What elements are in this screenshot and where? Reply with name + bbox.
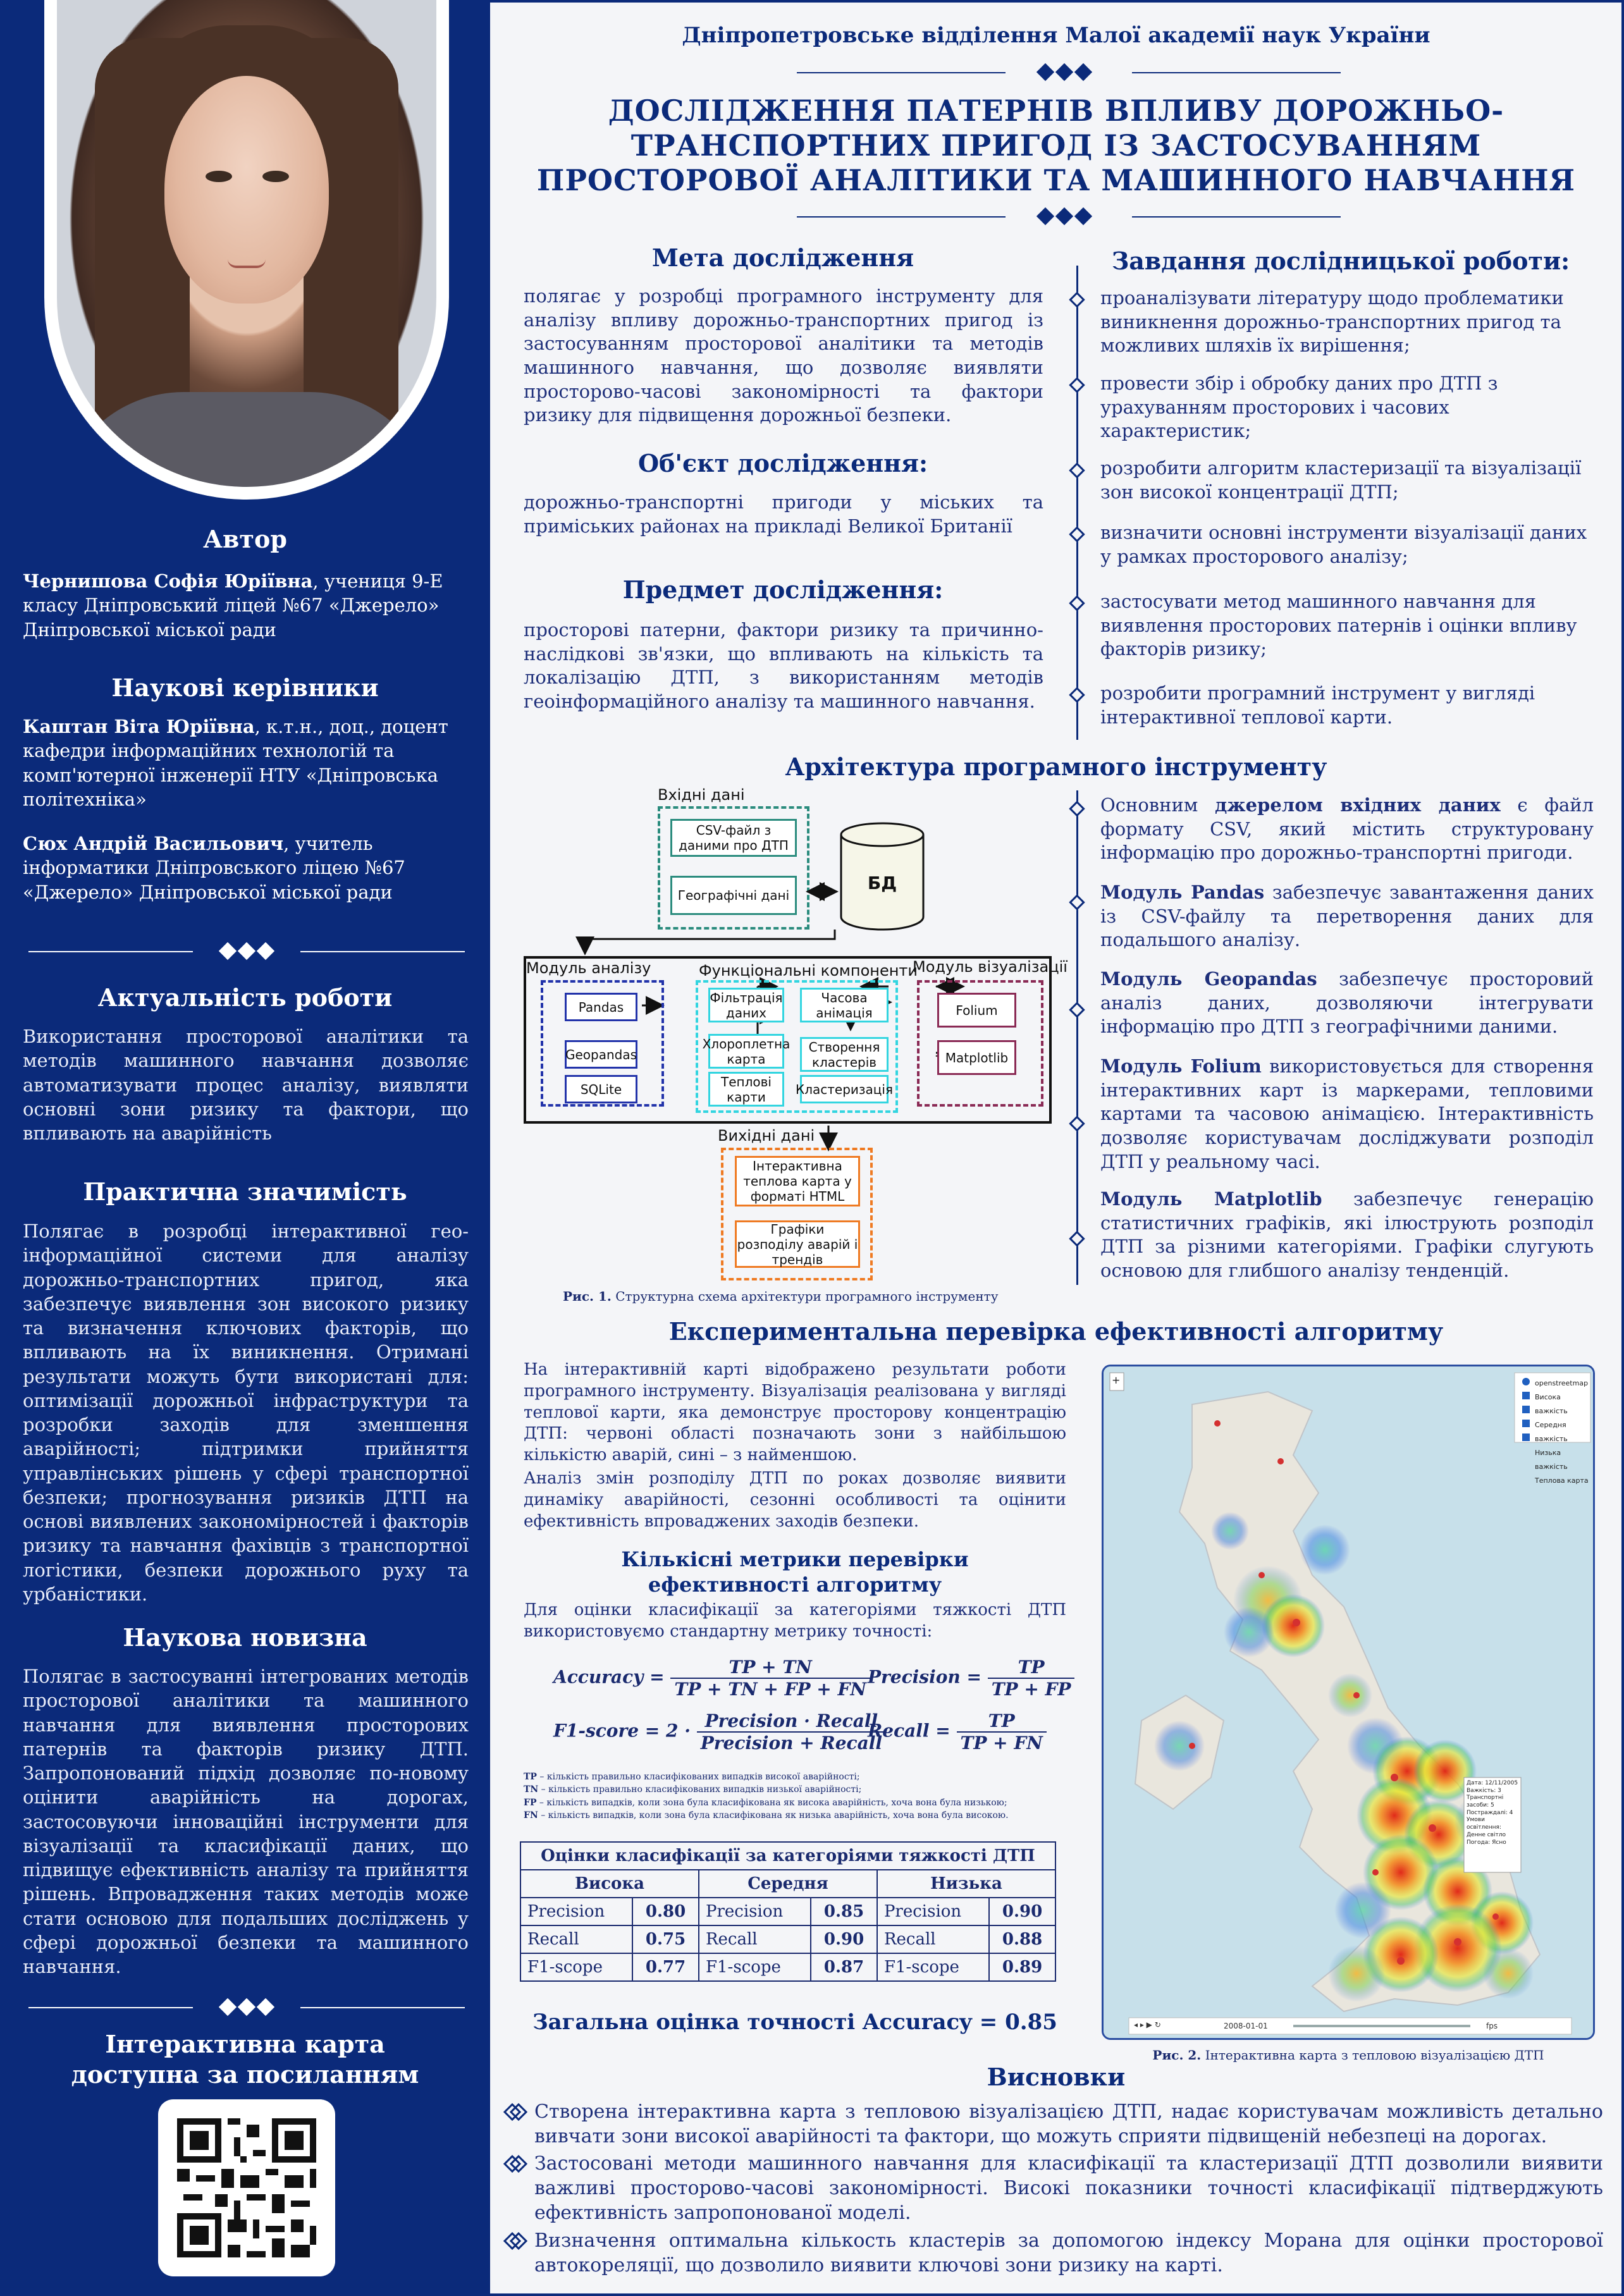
figure-2-caption-text: Інтерактивна карта з тепловою візуалізацією ДТП xyxy=(1201,2047,1544,2063)
table-cell: 0.85 xyxy=(811,1898,877,1925)
map-layer-control[interactable] xyxy=(1535,1377,1593,1488)
sidebar-divider-2 xyxy=(28,1998,465,2017)
metrics-heading-2: ефективності алгоритму xyxy=(648,1573,942,1597)
arch-desc-4 xyxy=(1100,1055,1594,1174)
author-desc-1: , учениця 9-Е xyxy=(312,570,443,592)
author-heading: Автор xyxy=(203,525,287,553)
heatmap-map[interactable] xyxy=(1102,1365,1595,2040)
figure-1-caption-label: Рис. 1. xyxy=(563,1289,612,1304)
arch-desc-5-post: забезпечує генерацію статистичних графіків, які ілюструють розподіл ДТП за різними категоріями. Графіки слугують основою для глибшого аналізу тенденцій. xyxy=(1100,1188,1594,1282)
goal-heading: Мета дослідження xyxy=(651,243,914,272)
precision-formula-denominator: TP + FP xyxy=(991,1679,1071,1700)
legend-tn: – кількість правильно класифікованих випадків низької аварійності; xyxy=(541,1784,862,1795)
task-item: визначити основні інструменти візуалізації даних у рамках просторового аналізу; xyxy=(1100,522,1587,567)
csv-file-box: CSV-файл з даними про ДТП xyxy=(670,819,797,857)
arch-desc-line xyxy=(1076,790,1078,1285)
arch-desc-1-pre: Основним xyxy=(1100,794,1215,816)
task-item: застосувати метод машинного навчання для виявлення просторових патернів і оцінки впливу факторів ризику; xyxy=(1100,591,1577,660)
matplotlib-box: Matplotlib xyxy=(937,1040,1016,1075)
map-link-line-2: доступна за посиланням xyxy=(71,2060,419,2089)
table-cell: 0.80 xyxy=(632,1898,699,1925)
table-row xyxy=(520,1925,1055,1953)
classification-table xyxy=(520,1841,1056,1982)
conclusion-text: Визначення оптимальна кількость кластерів за допомогою індексу Морана для оцінки просторової автокореляції, що дозволило виявити ключові зони ризику на карті. xyxy=(534,2230,1603,2276)
subject-text: просторові патерни, фактори ризику та причинно-наслідкові зв'язки, що впливають на кількість та локалізацію ДТП, з використанням методів геоінформаційного аналізу та машинного навчання. xyxy=(524,619,1043,713)
tasks-heading: Завдання дослідницької роботи: xyxy=(1111,247,1570,275)
table-cell: 0.87 xyxy=(811,1953,877,1981)
table-cell: Precision xyxy=(877,1898,989,1925)
title-line-2: ТРАНСПОРТНИХ ПРИГОД ІЗ ЗАСТОСУВАННЯМ xyxy=(631,128,1482,163)
table-row xyxy=(520,1898,1055,1925)
map-link-line-1: Інтерактивна карта xyxy=(105,2030,385,2058)
task-item: розробити алгоритм кластеризації та візуалізації зон високої концентрації ДТП; xyxy=(1100,457,1582,503)
geo-data-box: Географічні дані xyxy=(670,876,797,915)
relevance-heading: Актуальність роботи xyxy=(97,983,393,1012)
table-col-low: Низька xyxy=(877,1870,1055,1898)
layer-item[interactable]: Низька важкість xyxy=(1535,1449,1568,1471)
analysis-module-label: Модуль аналізу xyxy=(526,959,651,977)
heatmaps-box: Теплові карти xyxy=(708,1072,784,1107)
sqlite-box: SQLite xyxy=(565,1075,637,1103)
table-cell: 0.90 xyxy=(989,1898,1055,1925)
object-text: дорожньо-транспортні пригоди у міських та приміських районах на прикладі Великої Британії xyxy=(524,491,1043,537)
tasks-line xyxy=(1076,266,1078,740)
practical-text: Полягає в розробці інтерактивної гео-інформаційної системи для аналізу дорожньо-транспортних пригод, яка забезпечує виявлення зон високого ризику та визначення ключових факторів, що впливають на їх виникнення. Отримані результати можуть бути використані для: оптимізації дорожньої інфраструктури та розробки заходів для зменшення аварійності; підтримки прийняття управлінських рішень у сфері транспортної безпеки; прогнозування ризиків ДТП на основі виявлених закономірностей і факторів ризику та навчання фахівців з транспортної логістики, безпеки дорожнього руху та урбаністики. xyxy=(23,1220,469,1605)
advisor-2 xyxy=(23,832,469,904)
table-cell: Precision xyxy=(699,1898,811,1925)
f1-formula-denominator: Precision + Recall xyxy=(700,1733,882,1753)
org-name: Дніпропетровське відділення Малої академії наук України xyxy=(682,23,1430,48)
table-cell: 0.75 xyxy=(632,1925,699,1953)
table-cell: Recall xyxy=(699,1925,811,1953)
advisor-1-name: Каштан Віта Юріївна xyxy=(23,716,255,737)
task-item: розробити програмний інструмент у вигляді інтерактивної теплової карти. xyxy=(1100,682,1535,728)
metrics-heading xyxy=(524,1547,1066,1597)
task-item: проаналізувати літературу щодо проблематики виникнення дорожньо-транспортних пригод та можливих шляхів їх вирішення; xyxy=(1100,287,1564,357)
page-title xyxy=(500,94,1613,199)
novelty-heading: Наукова новизна xyxy=(123,1623,367,1652)
db-label: БД xyxy=(867,873,897,893)
table-row xyxy=(520,1953,1055,1981)
f1-formula-label: F1-score = 2 · xyxy=(553,1720,691,1741)
header-divider-2 xyxy=(797,207,1341,226)
conclusion-text: Створена інтерактивна карта з тепловою візуалізацією ДТП, надає користувачам можливість детально вивчати зони високої аварійності та фактори, що можуть сприяти підвищеній небезпеці на дорогах. xyxy=(534,2101,1603,2147)
qr-code[interactable] xyxy=(158,2099,335,2276)
figure-1-caption-text: Структурна схема архітектури програмного інструменту xyxy=(611,1289,999,1304)
recall-formula-numerator: TP xyxy=(957,1710,1047,1733)
play-controls[interactable]: ◂ ▸ ▶ ↻ xyxy=(1134,2020,1161,2029)
time-animation-box: Часова анімація xyxy=(800,988,889,1022)
table-cell: F1-scope xyxy=(699,1953,811,1981)
advisor-1-desc-2: кафедри інформаційних технологій та xyxy=(23,740,395,762)
novelty-text: Полягає в застосуванні інтегрованих методів просторової аналітики та машинного навчання для виявлення просторових патернів та факторів ризику ДТП. Запропонований підхід дозволяє по-новому оцінити аварійність на дорогах, застосовуючи інноваційні інструменти для візуалізації та класифікації даних, що підвищує ефективність аналізу та прийняття рішень. Впровадження таких методів може стати основою для подальших досліджень у сфері дорожньої безпеки та машинного навчання. xyxy=(23,1666,469,1978)
sidebar xyxy=(0,0,490,2296)
table-cell: 0.88 xyxy=(989,1925,1055,1953)
arch-desc-2 xyxy=(1100,881,1594,952)
arch-desc-2-bold: Модуль Pandas xyxy=(1100,881,1265,903)
advisor-2-desc-1: , учитель xyxy=(283,833,373,854)
arch-desc-3 xyxy=(1100,967,1594,1039)
arch-desc-1-bold: джерелом вхідних даних xyxy=(1214,794,1501,816)
experiment-text-1: На інтерактивній карті відображено результати роботи програмного інструменту. Візуалізація реалізована у вигляді теплової карти, яка демонструє просторову концентрацію ДТП: червоні області позначають зони з найбільшою кількістю аварій, сині – з найменшою. xyxy=(524,1360,1066,1465)
arch-desc-1 xyxy=(1100,794,1594,865)
accuracy-formula-numerator: TP + TN xyxy=(670,1657,870,1679)
clustering-box: Кластеризація xyxy=(800,1075,889,1103)
choropleth-box: Хлороплетна карта xyxy=(708,1034,784,1069)
advisors-heading: Наукові керівники xyxy=(111,673,379,702)
author-photo-frame xyxy=(44,0,449,500)
experiment-text-2: Аналіз змін розподілу ДТП по роках дозволяє виявити динаміку аварійності, сезонні особливості та оцінити ефективність впроваджених заходів безпеки. xyxy=(524,1469,1066,1531)
qr-code-icon xyxy=(158,2099,335,2276)
table-cell: Recall xyxy=(520,1925,632,1953)
author-photo xyxy=(57,0,436,487)
author-desc-3: Дніпровської міської ради xyxy=(23,618,276,641)
output-heatmap-box: Інтерактивна теплова карта у форматі HTML xyxy=(735,1156,860,1206)
subject-heading: Предмет дослідження: xyxy=(622,575,944,604)
pandas-box: Pandas xyxy=(565,993,637,1021)
title-line-3: ПРОСТОРОВОЇ АНАЛІТИКИ ТА МАШИННОГО НАВЧАННЯ xyxy=(536,163,1576,198)
geopandas-box: Geopandas xyxy=(565,1040,637,1069)
clusters-box: Створення кластерів xyxy=(800,1037,889,1072)
table-col-medium: Середня xyxy=(699,1870,877,1898)
advisor-1-desc-3: комп'ютерної інженерії НТУ «Дніпровська xyxy=(23,764,438,786)
metrics-legend: TP – кількість правильно класифікованих випадків високої аварійності; TN – кількість правильно класифікованих випадків низької аварійності; FP – кількість випадків, коли зона була класифікована як висока аварійність, хоча вона була низькою; FN – кількість випадків, коли зона була класифікована як низька аварійність, хоча вона була високою. xyxy=(524,1772,1009,1820)
map-fps: fps xyxy=(1486,2022,1498,2030)
precision-formula xyxy=(868,1657,1074,1700)
advisor-1-desc-4: політехніка» xyxy=(23,788,147,810)
viz-module-label: Модуль візуалізації xyxy=(913,958,1067,976)
experiment-heading: Експериментальна перевірка ефективності алгоритму xyxy=(668,1317,1444,1346)
conclusion-text: Застосовані методи машинного навчання для класифікації та кластеризації ДТП дозволили виявити важливі просторово-часові закономірності. Високі показники точності класифікації підтверджують ефективність запропонованої моделі. xyxy=(534,2152,1603,2224)
table-cell: Recall xyxy=(877,1925,989,1953)
arch-desc-4-post: використовується для створення інтерактивних карт із маркерами, тепловими картами та часовою анімацією. Інтерактивність дозволяє користувачам досліджувати розподіл ДТП у реальному часі. xyxy=(1100,1055,1594,1172)
task-item: провести збір і обробку даних про ДТП з урахуванням просторових і часових характеристик; xyxy=(1100,372,1498,442)
f1-formula-numerator: Precision · Recall xyxy=(697,1710,886,1733)
advisor-1-desc-1: , к.т.н., доц., доцент xyxy=(254,716,448,737)
header-divider-1 xyxy=(797,63,1341,82)
timeline-slider[interactable] xyxy=(1293,2025,1470,2027)
author-name: Чернишова Софія Юріївна xyxy=(23,570,313,592)
legend-tp: – кількість правильно класифікованих випадків високої аварійності; xyxy=(539,1772,860,1782)
table-cell: F1-scope xyxy=(520,1953,632,1981)
layer-item[interactable]: Висока важкість xyxy=(1535,1393,1568,1415)
recall-formula-label: Recall = xyxy=(868,1720,950,1741)
arch-desc-3-post: забезпечує просторовий аналіз даних, дозволяючи інтегрувати інформацію про ДТП з географічними даними. xyxy=(1100,968,1594,1038)
accuracy-formula-denominator: TP + TN + FP + FN xyxy=(674,1679,866,1700)
title-line-1: ДОСЛІДЖЕННЯ ПАТЕРНІВ ВПЛИВУ ДОРОЖНЬО- xyxy=(608,94,1504,128)
accuracy-formula-label: Accuracy = xyxy=(553,1666,665,1688)
uk-heatmap xyxy=(1104,1366,1595,2040)
author-info xyxy=(23,569,469,642)
metrics-heading-1: Кількісні метрики перевірки xyxy=(621,1547,969,1571)
map-popup: Дата: 12/11/2005 Важкість: 3 Транспортні засоби: 5 Постраждалі: 4 Умови освітлення: Денне світло Погода: Ясно xyxy=(1467,1780,1518,1846)
precision-formula-numerator: TP xyxy=(988,1657,1075,1679)
output-charts-box: Графіки розподілу аварій і трендів xyxy=(735,1220,860,1268)
output-data-label: Вихідні дані xyxy=(718,1127,815,1145)
legend-fn: – кількість випадків, коли зона була класифікована як низька аварійність, хоча вона була високою. xyxy=(541,1810,1009,1820)
functional-components-label: Функціональні компоненти xyxy=(699,962,918,979)
architecture-heading: Архітектура програмного інструменту xyxy=(785,752,1327,781)
figure-2-caption-label: Рис. 2. xyxy=(1152,2047,1202,2063)
layer-item[interactable]: Середня важкість xyxy=(1535,1421,1568,1443)
table-cell: 0.89 xyxy=(989,1953,1055,1981)
advisor-1 xyxy=(23,715,469,811)
recall-formula xyxy=(868,1710,1047,1753)
table-cell: F1-scope xyxy=(877,1953,989,1981)
advisor-2-name: Сюх Андрій Васильович xyxy=(23,833,284,854)
conclusion-item xyxy=(506,2151,1603,2225)
arch-desc-5-bold: Модуль Matplotlib xyxy=(1100,1188,1322,1210)
layer-item[interactable]: openstreetmap xyxy=(1535,1379,1589,1387)
legend-fp: – кількість випадків, коли зона була класифікована як висока аварійність, хоча вона була низькою; xyxy=(539,1797,1007,1808)
figure-2-caption xyxy=(1102,2047,1595,2063)
conclusion-item xyxy=(506,2228,1603,2278)
table-col-high: Висока xyxy=(520,1870,699,1898)
relevance-text: Використання просторової аналітики та методів машинного навчання дозволяє автоматизувати процес аналізу, виявляти основні зони ризику та фактори, що впливають на аварійність xyxy=(23,1026,469,1145)
f1-formula xyxy=(553,1710,886,1753)
conclusions-heading: Висновки xyxy=(987,2063,1126,2091)
sidebar-divider-1 xyxy=(28,942,465,961)
advisor-2-desc-3: «Джерело» Дніпровської міської ради xyxy=(23,881,393,903)
table-cell: 0.77 xyxy=(632,1953,699,1981)
arch-desc-3-bold: Модуль Geopandas xyxy=(1100,968,1317,990)
goal-text: полягає у розробці програмного інструменту для аналізу впливу дорожньо-транспортних пригод із застосуванням просторової аналітики та методів машинного навчання, що дозволяє виявляти просторово-часові закономірності та фактори ризику для підвищення дорожньої безпеки. xyxy=(524,285,1043,426)
filtration-box: Фільтрація даних xyxy=(708,988,784,1022)
object-heading: Об'єкт дослідження: xyxy=(637,449,928,477)
zoom-in-button[interactable]: + xyxy=(1112,1374,1121,1386)
layer-item[interactable]: Теплова карта xyxy=(1535,1476,1589,1485)
arch-desc-1-post: є файл формату CSV, який містить структуровану інформацію про дорожньо-транспортні пригоди. xyxy=(1100,794,1594,864)
advisor-2-desc-2: інформатики Дніпровського ліцею №67 xyxy=(23,857,405,879)
table-cell: 0.90 xyxy=(811,1925,877,1953)
table-title: Оцінки класифікації за категоріями тяжкості ДТП xyxy=(520,1842,1055,1870)
arch-desc-4-bold: Модуль Folium xyxy=(1100,1055,1262,1077)
input-data-label: Вхідні дані xyxy=(658,786,745,804)
folium-box: Folium xyxy=(937,993,1016,1028)
recall-formula-denominator: TP + FN xyxy=(960,1733,1043,1753)
figure-1-caption xyxy=(563,1289,1069,1304)
precision-formula-label: Precision = xyxy=(868,1666,981,1688)
arch-desc-2-post: забезпечує завантаження даних із CSV-файлу та перетворення даних для подальшого аналізу. xyxy=(1100,881,1594,951)
map-date: 2008-01-01 xyxy=(1224,2022,1268,2030)
metrics-text: Для оцінки класифікації за категоріями тяжкості ДТП використовуємо стандартну метрику точності: xyxy=(524,1600,1066,1641)
overall-accuracy: Загальна оцінка точності Accuracy = 0.85 xyxy=(532,2010,1057,2035)
practical-heading: Практична значимість xyxy=(83,1177,407,1206)
arch-desc-5 xyxy=(1100,1188,1594,1283)
conclusion-item xyxy=(506,2099,1603,2149)
table-cell: Precision xyxy=(520,1898,632,1925)
accuracy-formula xyxy=(553,1657,870,1700)
author-desc-2: класу Дніпровський ліцей №67 «Джерело» xyxy=(23,594,440,617)
